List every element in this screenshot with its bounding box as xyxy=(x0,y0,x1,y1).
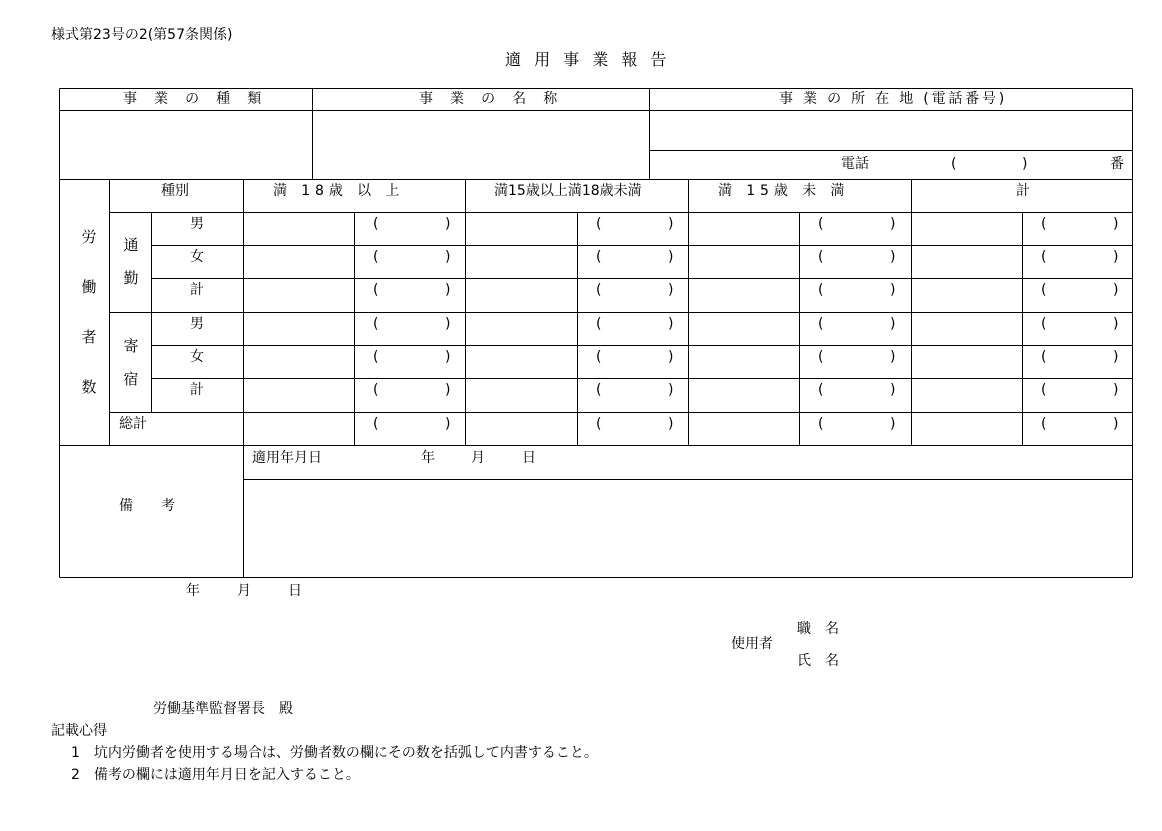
report-form-table xyxy=(59,88,1134,579)
paren-open: ( xyxy=(596,382,602,398)
paren-close: ) xyxy=(445,349,451,365)
row-label-commute-male: 男 xyxy=(190,216,204,232)
paren-close: ) xyxy=(1113,349,1119,365)
applied-date-day: 日 xyxy=(522,450,536,466)
paren-open: ( xyxy=(373,382,379,398)
paren-open: ( xyxy=(596,349,602,365)
page-title: 適 用 事 業 報 告 xyxy=(505,50,671,69)
paren-close: ) xyxy=(668,216,674,232)
paren-open: ( xyxy=(818,382,824,398)
paren-close: ) xyxy=(668,249,674,265)
paren-close: ) xyxy=(890,282,896,298)
paren-open: ( xyxy=(596,282,602,298)
paren-close: ) xyxy=(445,416,451,432)
row-label-commute-female: 女 xyxy=(190,249,204,265)
paren-close: ) xyxy=(890,249,896,265)
side-label-char: 者 xyxy=(81,328,97,346)
employer-title-label: 職 名 xyxy=(797,621,839,637)
side-label-char: 数 xyxy=(81,378,97,396)
group-label-commute: 通 xyxy=(123,236,139,254)
age-header-18-plus: 満 18歳 以 上 xyxy=(273,183,405,199)
note-item: 1 坑内労働者を使用する場合は、労働者数の欄にその数を括弧して内書すること。 xyxy=(71,745,598,761)
paren-open: ( xyxy=(373,416,379,432)
paren-open: ( xyxy=(596,216,602,232)
side-label-char: 労 xyxy=(81,228,97,246)
paren-open: ( xyxy=(1041,316,1047,332)
paren-close: ) xyxy=(1113,282,1119,298)
paren-close: ) xyxy=(445,216,451,232)
phone-label: 電話 xyxy=(841,156,869,172)
paren-open: ( xyxy=(818,316,824,332)
paren-open: ( xyxy=(1041,249,1047,265)
row-label-dorm-subtotal: 計 xyxy=(190,382,204,398)
group-label-dorm: 寄 xyxy=(123,337,139,355)
header-business-location: 事 業 の 所 在 地 (電話番号) xyxy=(779,91,1008,107)
employer-name-label: 氏 名 xyxy=(797,653,839,669)
paren-open: ( xyxy=(1041,349,1047,365)
paren-open: ( xyxy=(373,216,379,232)
paren-close: ) xyxy=(890,316,896,332)
paren-open: ( xyxy=(818,349,824,365)
paren-open: ( xyxy=(1041,416,1047,432)
paren-close: ) xyxy=(445,382,451,398)
paren-close: ) xyxy=(668,382,674,398)
paren-open: ( xyxy=(596,316,602,332)
row-label-commute-subtotal: 計 xyxy=(190,282,204,298)
applied-date-label: 適用年月日 xyxy=(252,450,322,466)
age-header-under-15: 満 15歳 未 満 xyxy=(718,183,850,199)
type-header: 種別 xyxy=(161,183,189,199)
note-item: 2 備考の欄には適用年月日を記入すること。 xyxy=(71,767,360,783)
paren-close: ) xyxy=(1113,416,1119,432)
footer-date-year: 年 xyxy=(186,583,200,599)
paren-open: ( xyxy=(596,416,602,432)
paren-open: ( xyxy=(818,416,824,432)
paren-close: ) xyxy=(1113,216,1119,232)
employer-label: 使用者 xyxy=(731,636,773,652)
paren-close: ) xyxy=(668,416,674,432)
phone-close-paren: ) xyxy=(1022,156,1028,172)
header-business-name: 事 業 の 名 称 xyxy=(419,91,564,107)
footer-date-month: 月 xyxy=(237,583,251,599)
paren-close: ) xyxy=(445,316,451,332)
paren-open: ( xyxy=(818,249,824,265)
applied-date-month: 月 xyxy=(471,450,485,466)
paren-close: ) xyxy=(1113,249,1119,265)
paren-open: ( xyxy=(373,349,379,365)
paren-close: ) xyxy=(1113,316,1119,332)
header-business-type: 事 業 の 種 類 xyxy=(123,91,268,107)
form-number: 様式第23号の2(第57条関係) xyxy=(51,27,233,43)
business-type-field[interactable] xyxy=(60,112,311,178)
paren-close: ) xyxy=(668,282,674,298)
row-label-grand-total: 総計 xyxy=(119,416,147,432)
paren-open: ( xyxy=(818,216,824,232)
applied-date-year: 年 xyxy=(421,450,435,466)
paren-open: ( xyxy=(373,249,379,265)
paren-close: ) xyxy=(890,382,896,398)
row-label-dorm-female: 女 xyxy=(190,349,204,365)
paren-open: ( xyxy=(1041,382,1047,398)
group-label-commute: 勤 xyxy=(123,269,139,287)
age-header-total: 計 xyxy=(1016,183,1030,199)
side-label-char: 働 xyxy=(81,278,97,296)
paren-open: ( xyxy=(818,282,824,298)
paren-open: ( xyxy=(373,316,379,332)
remarks-label: 備 考 xyxy=(119,498,175,514)
paren-close: ) xyxy=(1113,382,1119,398)
paren-close: ) xyxy=(445,282,451,298)
paren-open: ( xyxy=(1041,282,1047,298)
paren-close: ) xyxy=(445,249,451,265)
group-label-dorm: 宿 xyxy=(123,370,139,388)
age-header-15-to-18: 満15歳以上満18歳未満 xyxy=(494,183,642,199)
paren-open: ( xyxy=(1041,216,1047,232)
paren-open: ( xyxy=(596,249,602,265)
paren-close: ) xyxy=(890,416,896,432)
addressee: 労働基準監督署長 殿 xyxy=(153,701,293,717)
phone-open-paren: ( xyxy=(951,156,957,172)
phone-suffix: 番 xyxy=(1110,156,1124,172)
business-location-field[interactable] xyxy=(651,112,1132,149)
paren-close: ) xyxy=(890,216,896,232)
footer-date-day: 日 xyxy=(288,583,302,599)
paren-close: ) xyxy=(668,316,674,332)
row-label-dorm-male: 男 xyxy=(190,316,204,332)
business-name-field[interactable] xyxy=(314,112,648,178)
paren-close: ) xyxy=(890,349,896,365)
remarks-field[interactable] xyxy=(245,481,1131,577)
notes-heading: 記載心得 xyxy=(51,723,107,739)
paren-open: ( xyxy=(373,282,379,298)
paren-close: ) xyxy=(668,349,674,365)
